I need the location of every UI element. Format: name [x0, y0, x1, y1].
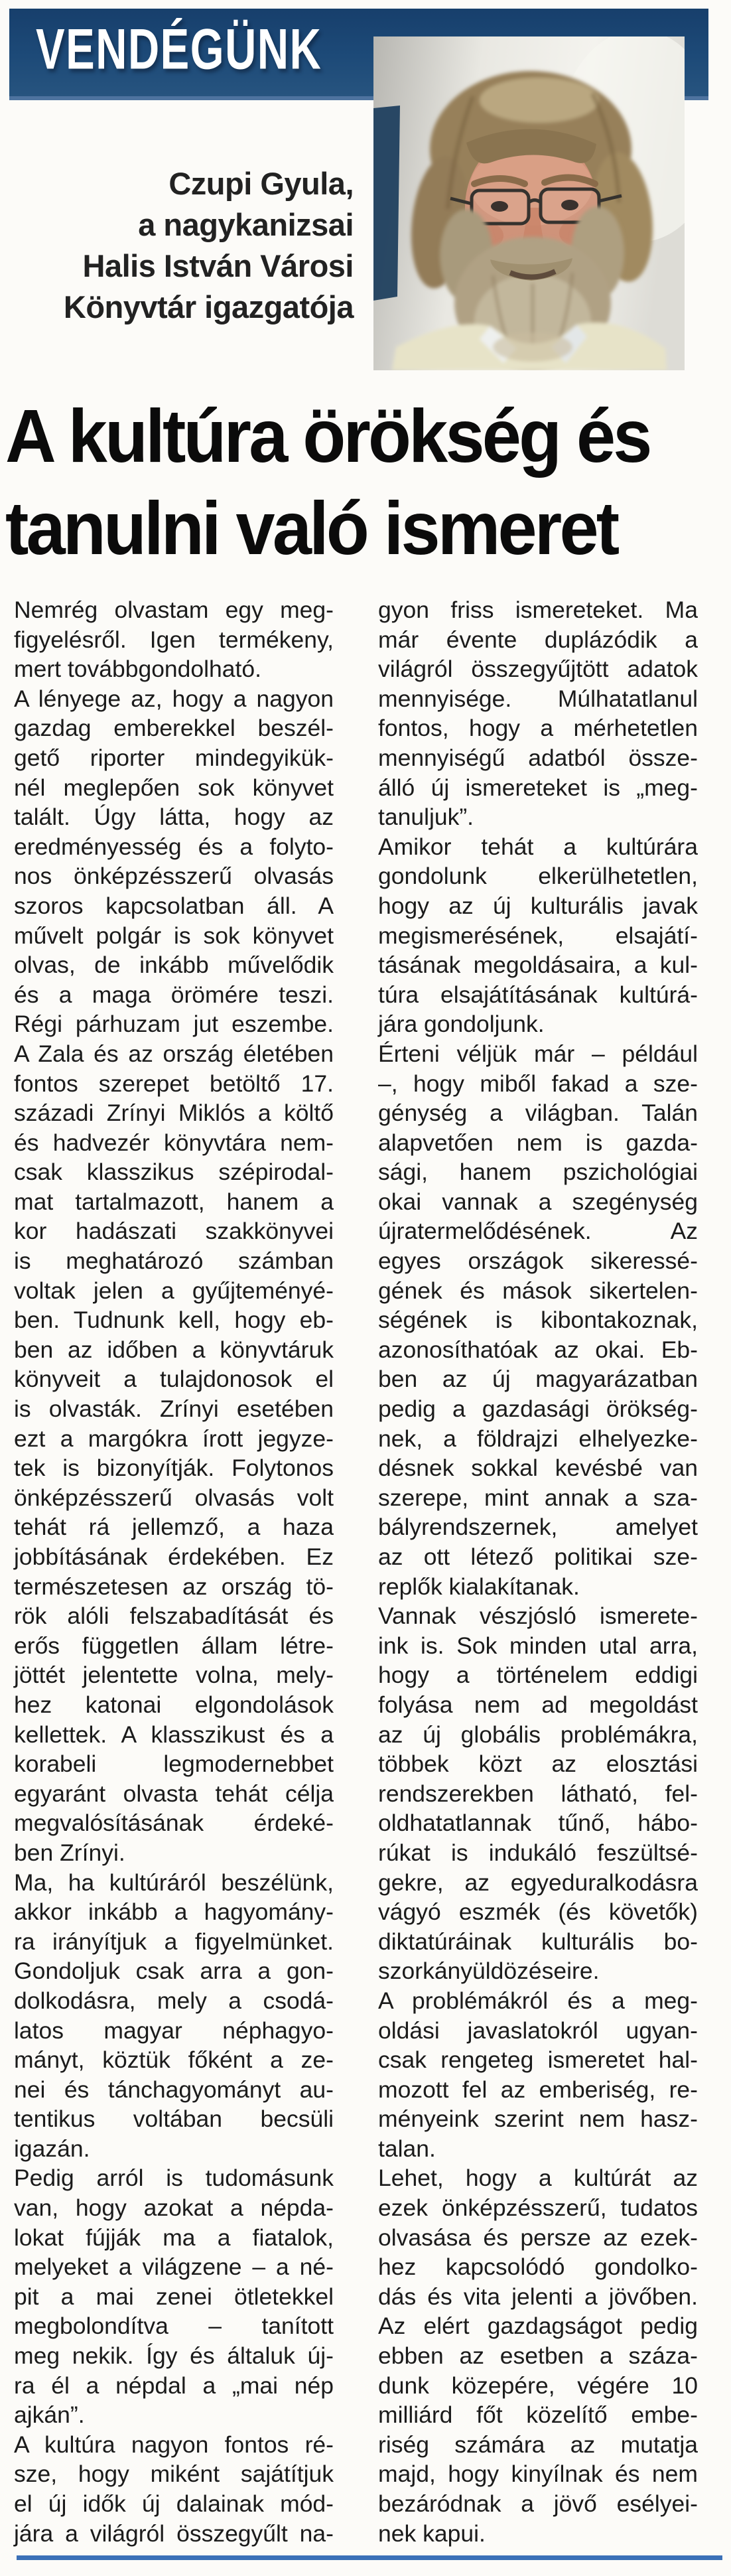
- body-line: csak klasszikus szépirodal-: [14, 1159, 334, 1186]
- body-line: pedig a gazdasági örökség-: [378, 1395, 698, 1423]
- body-line: olvas, de inkább művelődik: [14, 952, 334, 979]
- article-headline: [5, 390, 722, 575]
- body-line: mányt, köztük főként a ze-: [14, 2046, 334, 2074]
- body-line: és hadvezér könyvtára nem-: [14, 1129, 334, 1156]
- body-line: tek is bizonyítják. Folytonos: [14, 1455, 334, 1482]
- caption-line: Könyvtár igazgatója: [63, 289, 354, 324]
- body-line: Régi párhuzam jut eszembe.: [14, 1011, 334, 1038]
- caption-line: Czupi Gyula,: [168, 166, 354, 201]
- body-line: Gondoljuk csak arra a gon-: [14, 1958, 334, 1985]
- caption-line: Halis István Városi: [82, 248, 354, 283]
- body-line: egyaránt olvasta tehát célja: [14, 1780, 334, 1807]
- body-line: könyveit a tulajdonosok el: [14, 1366, 334, 1393]
- body-line: vágyó eszmék (és követők): [378, 1898, 698, 1926]
- body-line: ezek önképzésszerű, tudatos: [378, 2194, 698, 2222]
- body-line: figyelésről. Igen termékeny,: [14, 626, 334, 653]
- body-line: mert továbbgondolható.: [14, 656, 262, 683]
- body-line: gyon friss ismereteket. Ma: [378, 597, 698, 623]
- body-line: olvasása és persze az ezek-: [378, 2224, 698, 2251]
- body-line: nos önképzésszerű olvasás: [14, 863, 334, 890]
- body-line: gének és mások sikertelen-: [378, 1277, 698, 1304]
- portrait-photo: [373, 36, 685, 370]
- body-line: A kultúra nagyon fontos ré-: [14, 2431, 334, 2458]
- body-line: századi Zrínyi Miklós a költő: [14, 1100, 334, 1127]
- body-line: nek, a földrajzi elhelyezke-: [378, 1425, 698, 1452]
- body-line: és a maga örömére teszi.: [14, 981, 334, 1008]
- body-line: A Zala és az ország életében: [14, 1040, 334, 1067]
- body-line: van, hogy azokat a népda-: [14, 2194, 334, 2222]
- body-line: nél meglepően sok könyvet: [14, 774, 334, 801]
- body-line: megbolondítva – tanított: [14, 2313, 334, 2340]
- photo-caption: [0, 163, 354, 328]
- body-line: igazán.: [14, 2135, 90, 2162]
- body-line: alapvetően nem is gazda-: [378, 1129, 698, 1156]
- body-line: jöttét jelentette volna, mely-: [14, 1662, 334, 1689]
- body-line: milliárd főt közelítő embe-: [378, 2401, 698, 2429]
- bottom-rule: [17, 2555, 722, 2560]
- body-line: rúkat is indukáló feszültsé-: [378, 1839, 698, 1866]
- body-line: okai vannak a szegénység: [378, 1188, 698, 1215]
- body-line: bezáródnak a jövő esélyei-: [378, 2490, 698, 2517]
- body-line: Az elért gazdagságot pedig: [378, 2313, 698, 2340]
- body-line: dolkodásra, mely a csodá-: [14, 1987, 334, 2014]
- body-line: ezt a margókra írott jegyze-: [14, 1425, 334, 1452]
- body-line: jobbításának érdekében. Ez: [14, 1543, 334, 1570]
- body-line: megvalósításának érdeké-: [14, 1810, 334, 1837]
- body-line: rök alóli felszabadítását és: [14, 1603, 334, 1630]
- body-line: hez kapcsolódó gondolko-: [378, 2254, 698, 2281]
- body-line: –, hogy miből fakad a sze-: [378, 1070, 698, 1097]
- body-line: Pedig arról is tudomásunk: [14, 2165, 334, 2192]
- article-column-left: [14, 595, 334, 2548]
- body-line: hez katonai elgondolások: [14, 1691, 334, 1718]
- body-line: tehát rá jellemző, a haza: [14, 1514, 334, 1541]
- body-line: egyes országok sikeressé-: [378, 1248, 698, 1275]
- body-line: ben az időben a könyvtáruk: [14, 1336, 334, 1363]
- body-line: megismerésének, elsajátí-: [378, 922, 698, 949]
- body-line: dunk közepére, végére 10: [378, 2372, 698, 2399]
- body-line: talan.: [378, 2135, 436, 2162]
- body-line: gondolunk elkerülhetetlen,: [378, 863, 698, 890]
- body-line: többek közt az elosztási: [378, 1751, 698, 1778]
- body-line: akkor inkább a hagyomány-: [14, 1898, 334, 1926]
- section-banner-label: VENDÉGÜNK: [36, 17, 322, 82]
- body-line: mennyisége. Múlhatatlanul: [378, 685, 698, 712]
- body-line: diktatúráinak kulturális bo-: [378, 1928, 698, 1955]
- body-line: mozott fel az emberiség, re-: [378, 2076, 698, 2103]
- body-line: dás és vita jelenti a jövőben.: [378, 2283, 698, 2310]
- caption-line: a nagykanizsai: [138, 207, 354, 242]
- body-line: jára gondoljunk.: [378, 1011, 545, 1038]
- body-line: az új globális problémákra,: [378, 1721, 698, 1748]
- body-line: mat tartalmazott, hanem a: [14, 1188, 334, 1215]
- body-line: csak rengeteg ismeretet hal-: [378, 2046, 698, 2074]
- body-line: korabeli legmodernebbet: [14, 1751, 334, 1778]
- body-line: az ott létező politikai sze-: [378, 1543, 698, 1570]
- body-line: el új idők új dalainak mód-: [14, 2490, 334, 2517]
- body-line: hogy a történelem eddigi: [378, 1662, 698, 1689]
- body-line: ra él a népdal a „mai nép: [14, 2372, 334, 2399]
- body-line: folyása nem ad megoldást: [378, 1691, 698, 1718]
- body-line: rendszerekben látható, fel-: [378, 1780, 698, 1807]
- body-line: is meghatározó számban: [14, 1248, 334, 1275]
- body-line: ben Zrínyi.: [14, 1839, 125, 1866]
- body-line: talált. Úgy látta, hogy az: [14, 804, 334, 831]
- body-line: Vannak vészjósló ismerete-: [378, 1603, 698, 1630]
- body-line: gazdag emberekkel beszél-: [14, 715, 334, 742]
- body-line: ajkán”.: [14, 2401, 85, 2429]
- article-column-right: [378, 595, 698, 2548]
- body-line: A lényege az, hogy a nagyon: [14, 685, 334, 712]
- body-line: fontos, hogy a mérhetetlen: [378, 715, 698, 742]
- body-line: szoros kapcsolatban áll. A: [14, 892, 334, 919]
- body-line: szorkányüldözéseire.: [378, 1958, 600, 1985]
- body-line: kor hadászati szakkönyvei: [14, 1218, 334, 1245]
- body-line: lokat fújják ma a fiatalok,: [14, 2224, 334, 2251]
- body-line: mennyiségű adatból össze-: [378, 744, 698, 771]
- body-line: jára a világról összegyűlt na-: [14, 2520, 334, 2547]
- body-line: génység a világban. Talán: [378, 1100, 698, 1127]
- body-line: túra elsajátításának kultúrá-: [378, 981, 698, 1008]
- body-line: ebben az esetben a száza-: [378, 2342, 698, 2370]
- body-line: voltak jelen a gyűjteményé-: [14, 1277, 334, 1304]
- body-line: szerepe, mint annak a sza-: [378, 1484, 698, 1511]
- body-line: tanuljuk”.: [378, 804, 474, 831]
- body-line: világról összegyűjtött adatok: [378, 656, 698, 683]
- body-line: riség számára az mutatja: [378, 2431, 698, 2458]
- body-line: sági, hanem pszichológiai: [378, 1159, 698, 1186]
- body-line: désnek sokkal kevésbé van: [378, 1455, 698, 1482]
- photo-background-stripe: [373, 106, 400, 301]
- body-line: álló új ismereteket is „meg-: [378, 774, 698, 801]
- body-line: kellettek. A klasszikust és a: [14, 1721, 334, 1748]
- body-line: természetesen az ország tö-: [14, 1573, 334, 1600]
- body-line: fontos szerepet betöltő 17.: [14, 1070, 334, 1097]
- body-line: ra irányítjuk a figyelmünket.: [14, 1928, 334, 1955]
- body-line: ben. Tudnunk kell, hogy eb-: [14, 1307, 334, 1334]
- body-line: ményeink szerint nem hasz-: [378, 2106, 698, 2133]
- body-line: önképzésszerű olvasás volt: [14, 1484, 334, 1511]
- body-line: latos magyar néphagyo-: [14, 2017, 334, 2044]
- body-line: eredményesség és a folyto-: [14, 833, 334, 860]
- body-line: már évente duplázódik a: [378, 626, 698, 653]
- body-line: bályrendszernek, amelyet: [378, 1514, 698, 1541]
- body-line: is olvasták. Zrínyi esetében: [14, 1395, 334, 1423]
- body-line: hogy az új kulturális javak: [378, 892, 698, 919]
- body-line: sze, hogy miként sajátítjuk: [14, 2461, 334, 2488]
- body-line: erős független állam létre-: [14, 1632, 334, 1659]
- body-line: újratermelődésének. Az: [378, 1218, 698, 1245]
- body-line: Érteni véljük már – például: [378, 1040, 698, 1067]
- body-line: azonosíthatóak az okai. Eb-: [378, 1336, 698, 1363]
- body-line: gető riporter mindegyikük-: [14, 744, 334, 771]
- body-line: oldási javaslatokról ugyan-: [378, 2017, 698, 2044]
- body-line: tentikus voltában becsüli: [14, 2106, 334, 2133]
- body-line: nei és tánchagyományt au-: [14, 2076, 334, 2103]
- body-line: ink is. Sok minden utal arra,: [378, 1632, 698, 1659]
- headline-line: A kultúra örökség és: [5, 394, 650, 478]
- body-line: művelt polgár is sok könyvet: [14, 922, 334, 949]
- headline-line: tanulni való ismeret: [5, 486, 618, 570]
- body-line: pit a mai zenei ötletekkel: [14, 2283, 334, 2310]
- body-line: meg nekik. Így és általuk új-: [14, 2342, 334, 2370]
- body-line: Lehet, hogy a kultúrát az: [378, 2165, 698, 2192]
- body-line: tásának megoldásaira, a kul-: [378, 952, 698, 979]
- body-line: Nemrég olvastam egy meg-: [14, 597, 334, 623]
- body-line: replők kialakítanak.: [378, 1573, 580, 1600]
- body-line: Amikor tehát a kultúrára: [378, 833, 698, 860]
- body-line: nek kapui.: [378, 2520, 486, 2547]
- body-line: A problémákról és a meg-: [378, 1987, 698, 2014]
- body-line: majd, hogy kinyílnak és nem: [378, 2461, 698, 2488]
- body-line: oldhatatlannak tűnő, hábo-: [378, 1810, 698, 1837]
- body-line: ben az új magyarázatban: [378, 1366, 698, 1393]
- body-line: Ma, ha kultúráról beszélünk,: [14, 1869, 334, 1896]
- body-line: melyeket a világzene – a né-: [14, 2254, 334, 2281]
- body-line: gekre, az egyeduralkodásra: [378, 1869, 698, 1896]
- body-line: ségének is kibontakoznak,: [378, 1307, 698, 1334]
